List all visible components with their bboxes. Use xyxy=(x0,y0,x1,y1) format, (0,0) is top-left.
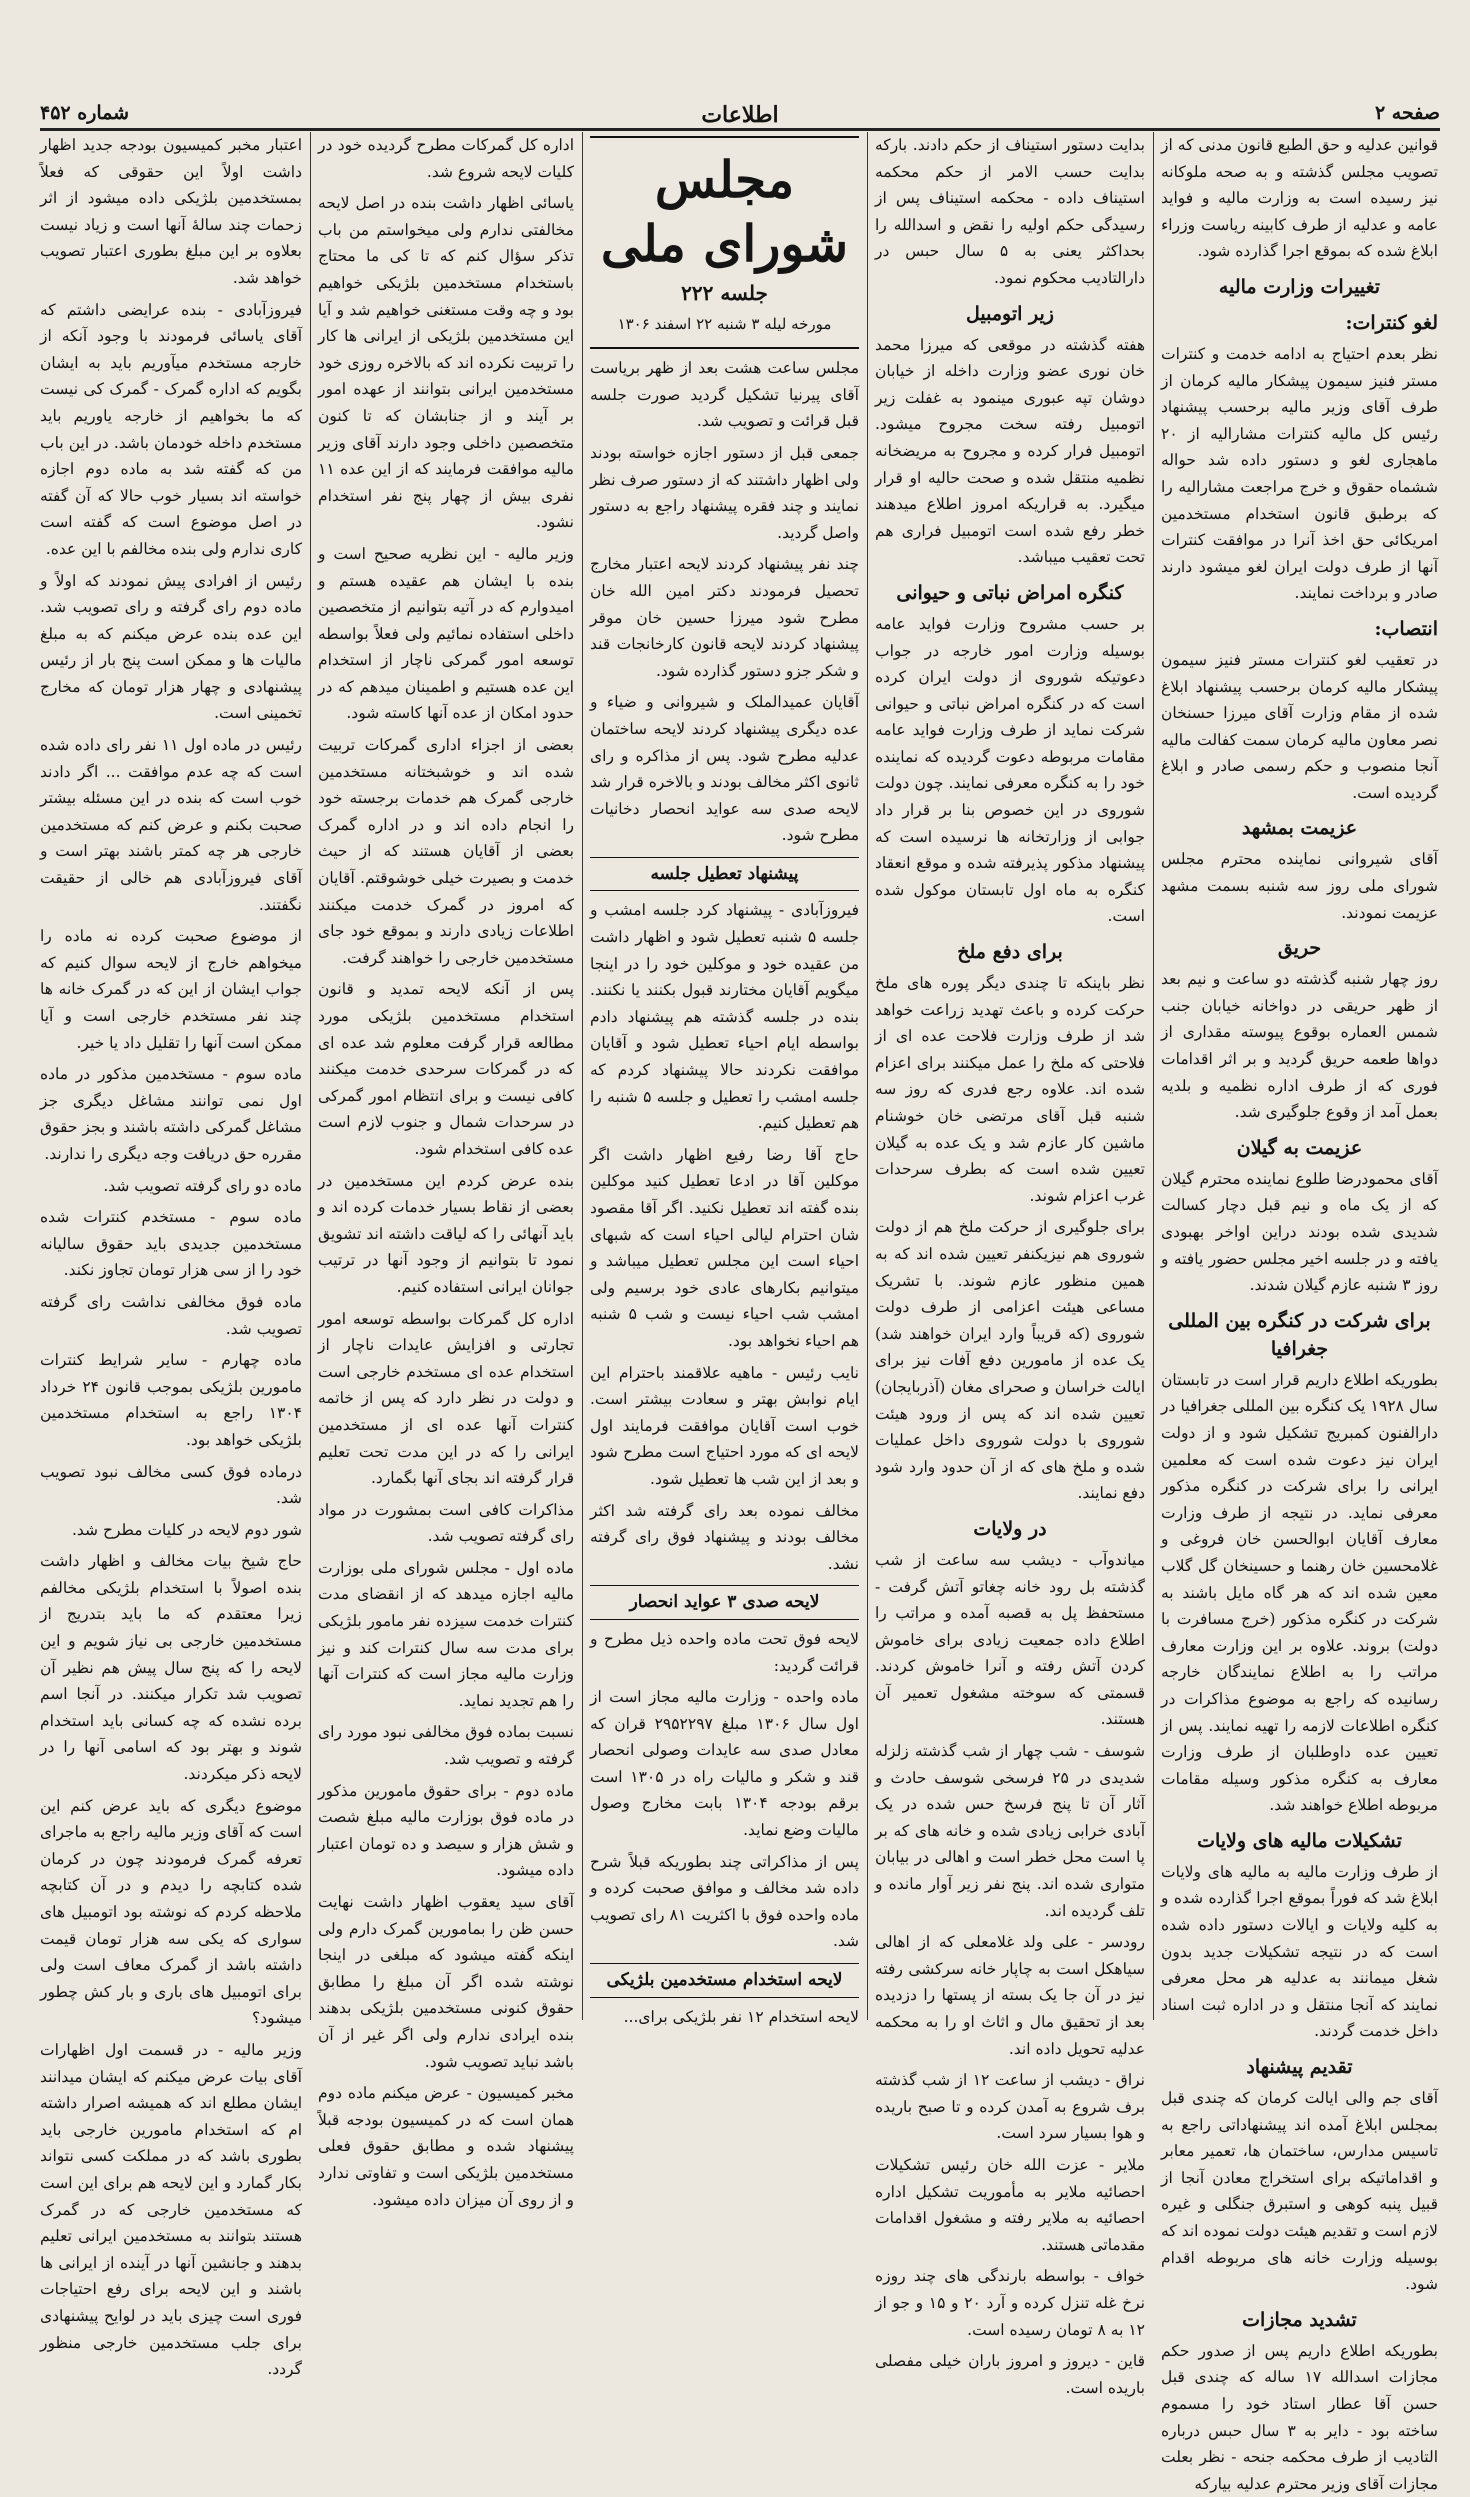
article-text: ماده سوم - مستخدم کنترات شده مستخدمین جدیدی باید حقوق سالیانه خود را از سی هزار تومان تجاوز نکند. xyxy=(40,1208,302,1280)
article-text: ماده واحده - وزارت مالیه مجاز است از اول سال ۱۳۰۶ مبلغ ۲۹۵۲۲۹۷ قران که معادل صدی سه عایدات وصولی انحصار قند و شکر و مالیات راه در ۱۳۰۵ است برقم بودجه ۱۳۰۴ بابت مخارج وصول مالیات وضع نماید. xyxy=(590,1688,859,1840)
newspaper-name: اطلاعات xyxy=(701,102,779,128)
article-text: نسبت بماده فوق مخالفی نبود مورد رای گرفته و تصویب شد. xyxy=(318,1723,574,1769)
article-text: چند نفر پیشنهاد کردند لایحه اعتبار مخارج تحصیل فرمودند دکتر امین الله خان مطرح شود میرزا حسین خان موقر پیشنهاد کردند لایحه قانون کارخانجات قند و شکر جزو دستور گذارده شود. xyxy=(590,555,859,680)
section-subheading: انتصاب: xyxy=(1374,617,1438,640)
article-text: در تعقیب لغو کنترات مستر فنیز سیمون پیشکار مالیه کرمان برحسب پیشنهاد ابلاغ شده از مقام وزارت آقای میرزا حسنخان نصر معاون مالیه کرمان سمت کفالت مالیه آنجا منصوب و حکم رسمی صادر و ابلاغ گردیده است. xyxy=(1161,650,1438,802)
session-date: مورخه لیله ۳ شنبه ۲۲ اسفند ۱۳۰۶ xyxy=(617,314,832,333)
article-text: آقای جم والی ایالت کرمان که چندی قبل بمجلس ابلاغ آمده اند پیشنهاداتی راجع به تاسیس مدارس، ساختمان ها، تعمیر معابر و اقداماتیکه برای استخراج معادن آنجا از قبیل پنبه کوهی و استبرق جنگلی و غیره لازم است و تقدیم هیئت دولت نموده اند که بوسیله وزارت خانه های مربوطه اقدام شود. xyxy=(1161,2089,1438,2294)
article-text: وزیر مالیه - این نظریه صحیح است و بنده با ایشان هم عقیده هستم و امیدوارم که در آتیه بتوانیم از متخصصین داخلی استفاده نمائیم ولی فعلاً بواسطه توسعه امور گمرکی ناچار از استخدام این عده هستیم و اطمینان میدهم که در حدود امکان از عده آنها کاسته شود. xyxy=(318,544,574,723)
column-5 xyxy=(40,132,303,2379)
section-subheading: لغو کنترات: xyxy=(1345,311,1438,334)
article-text: بدایت دستور استیناف از حکم دادند. بارکه بدایت حسب الامر از حکم محکمه استیناف داده - محکمه استیناف پس از رسیدگی حکم اولیه را نقض و اسدالله را بحداکثر یعنی به ۵ سال حبس در دارالتادیب محکوم نمود. xyxy=(875,136,1145,287)
article-heading: تشدید مجازات xyxy=(1242,2308,1357,2331)
article-heading: برای دفع ملخ xyxy=(957,941,1063,964)
article-text: بطوریکه اطلاع داریم پس از صدور حکم مجازات اسدالله ۱۷ ساله که چندی قبل حسن آقا عطار استاد خود را مسموم ساخته بود - دایر به ۳ سال حبس درباره التادیب از طرف محکمه جنحه - نظر بعلت مجازات آقای وزیر محترم عدلیه بیارکه xyxy=(1161,2341,1438,2493)
article-text: مجلس ساعت هشت بعد از ظهر بریاست آقای پیرنیا تشکیل گردید صورت جلسه قبل قرائت و تصویب شد. xyxy=(590,359,859,431)
article-text: برای جلوگیری از حرکت ملخ هم از دولت شوروی هم نیزیکنفر تعیین شده اند که به همین منظور عازم شوند. با تشریک مساعی هیئت اعزامی از طرف دولت شوروی (که قریباً وارد ایران خواهند شد) یک عده از مامورین دفع آفات نیز برای ایالت خراسان و صحرای مغان (آذربایجان) تعیین شده اند که پس از ورود هیئت شوروی با دولت شوروی داخل عملیات شده و ملخ های که از آن حدود وارد شود دفع نمایند. xyxy=(875,1218,1145,1503)
article-text: آقای محمودرضا طلوع نماینده محترم گیلان که از یک ماه و نیم قبل دچار کسالت شدیدی شده بودند دراین اواخر بهبودی یافته و در جلسه اخیر مجلس حضور یافته و روز ۳ شنبه عازم گیلان شدند. xyxy=(1161,1169,1438,1295)
section-heading: تغییرات وزارت مالیه xyxy=(1218,275,1381,298)
article-text: یاسائی اظهار داشت بنده در اصل لایحه مخالفتی ندارم ولی میخواستم من باب تذکر سؤال کنم که تا کی ما محتاج باستخدام مستخدمین بلژیکی خواهیم بود و چه وقت مستغنی خواهیم شد و آیا این مستخدمین بلژیکی از ایرانی ها کار را تربیت نکرده اند که بالاخره روزی خود مستخدمین ایرانی بتوانند از عهده امور بر آیند و از جنابشان که تا کنون متخصصین داخلی وجود دارند آقای وزیر مالیه موافقت فرمایند که از این عده ۱۱ نفری بیش از چهار پنج نفر استخدام نشود. xyxy=(318,194,574,532)
article-heading: برای شرکت در کنگره بین المللی جغرافیا xyxy=(1168,1309,1431,1360)
article-text: وزیر مالیه - در قسمت اول اظهارات آقای بیات عرض میکنم که ایشان میدانند ایشان مطلع اند که همیشه اصرار داشته ام که استخدام مامورین خارجی باید بطوری باشد که در مملکت کسی نتواند بکار گمارد و این لایحه هم برای این است که مستخدمین خارجی که در گمرک هستند بتوانند به مستخدمین ایرانی تعلیم بدهند و جانشین آنها در آینده از ایرانی ها باشند و این لایحه برای رفع احتیاجات فوری است چیزی باید در لوایح پیشنهادی برای جلب مستخدمین خارجی منظور گردد. xyxy=(40,2040,302,2379)
page-header xyxy=(40,92,1440,132)
article-text: بطوریکه اطلاع داریم قرار است در تابستان سال ۱۹۲۸ یک کنگره بین المللی جغرافیا در دارالفنون کمبریج تشکیل شود و از دولت ایران نیز دعوت شده است که معلمین ایرانی را برای شرکت در کنگره مذکور معرفی نماید. در نتیجه از طرف وزارت معارف آقایان ابوالحسن خان فروغی و غلامحسین خان رهنما و حسینخان گل گلاب معین شده اند که هر گاه مایل باشند به شرکت در کنگره مذکور (خرج مسافرت با دولت) بروند. علاوه بر این وزارت معارف مراتب را به اطلاع نمایندگان خارجه رسانیده که راجع به موضوع مذاکرات در کنگره اطلاعات لازمه را تهیه نمایند. پس از تعیین عده داوطلبان از طرف وزارت معارف به کنگره مذکور وسیله مقامات مربوطه اطلاع خواهند شد. xyxy=(1161,1370,1438,1815)
article-text: پس از آنکه لایحه تمدید و قانون استخدام مستخدمین بلژیکی مورد مطالعه قرار گرفت معلوم شد عده ای که در گمرکات سرحدی خدمت میکنند کافی نیست و برای انتظام امور گمرکی در سرحدات شمال و جنوب لازم است عده کافی استخدام شود. xyxy=(318,980,574,1158)
header-rule xyxy=(40,128,1440,131)
article-text: رودسر - علی ولد غلامعلی که از اهالی سیاهکل است به چاپار خانه سرکشی رفته نیز در آن جا یک بسته از پستها را دزدیده بعد از تحقیق مال و اثاث او را به محکمه عدلیه تحویل داده اند. xyxy=(875,1933,1145,2058)
article-text: رئیس در ماده اول ۱۱ نفر رای داده شده است که چه عدم موافقت ... اگر دادند خوب است که بنده در این مسئله بیشتر صحبت بکنم و عرض کنم که مستخدمین خارجی هر چه کمتر باشند بهتر است و آقای فیروزآبادی هم خالی از حقیقت نگفتند. xyxy=(40,736,302,914)
article-text: مخبر کمیسیون - عرض میکنم ماده دوم همان است که در کمیسیون بودجه قبلاً پیشنهاد شده و مطابق حقوق فعلی مستخدمین بلژیکی است و تفاوتی ندارد و از روی آن میزان داده میشود. xyxy=(318,2084,574,2209)
parliament-masthead xyxy=(590,136,859,349)
masthead-title: مجلس شورای ملی xyxy=(600,150,849,273)
article-text: نظر باینکه تا چندی دیگر پوره های ملخ حرکت کرده و باعث تهدید زراعت خواهد شد از طرف وزارت فلاحت عده ای از فلاحتی که ملخ را عمل میکنند برای اعزام شده اند. علاوه رجع فدری که روز سه شنبه قبل آقای مرتضی خان خوشنام ماشین کار عازم شد و یک عده به گیلان تعیین شده است که بطرف سرحدات غرب اعزام شوند. xyxy=(875,974,1145,1205)
article-text: لایحه فوق تحت ماده واحده ذیل مطرح و قرائت گردید: xyxy=(590,1629,859,1675)
article-text: نایب رئیس - ماهیه علاقمند باحترام این ایام نوابش بهتر و سعادت بیشتر است. خوب است آقایان موافقت فرمایند اول لایحه ای که مورد احتیاج است مطرح شود و بعد از این شب ها تعطیل شود. xyxy=(590,1363,859,1488)
article-text: از طرف وزارت مالیه به مالیه های ولایات ابلاغ شد که فوراً بموقع اجرا گذارده شده و به کلیه ولایات و ایالات دستور داده شده است که در نتیجه تشکیلات جدید بدون شغل میمانند به عدلیه هر محل معرفی نمایند که آنجا منتقل و در اداره ثبت اسناد داخل خدمت گردند. xyxy=(1161,1862,1438,2041)
article-text: اعتبار مخبر کمیسیون بودجه جدید اظهار داشت اولاً این حقوقی که فعلاً بمستخدمین بلژیکی داده میشود از اثر زحمات چند سالهٔ آنها است و زیاد نیست بعلاوه بر این مبلغ بطوری اعتبار تصویب خواهد شد. xyxy=(40,136,302,287)
issue-number: شماره ۴۵۲ xyxy=(40,102,130,124)
article-text: موضوع دیگری که باید عرض کنم این است که آقای وزیر مالیه راجع به ماجرای تعرفه گمرک فرمودند چون در کرمان شده کتابچه را دیدم و در آن کتابچه ملاحظه کردم که نوشته بود اتومبیل های سواری که یکی سه هزار تومان قیمت داشته باشد از گمرک معاف است ولی برای اتومبیل های باری و بار کش چطور میشود؟ xyxy=(40,1796,302,2028)
article-text: بعضی از اجزاء اداری گمرکات تربیت شده اند و خوشبختانه مستخدمین خارجی گمرک هم خدمات برجسته خود را انجام داده اند و در اداره گمرک بعضی از آقایان هستند که از حیث خدمت و بصیرت خیلی خوشوقتم. آقایان که امروز در گمرک خدمت میکنند اطلاعات زیادی دارند و بموقع خود جای مستخدمین خارجی را خواهند گرفت. xyxy=(318,736,574,967)
article-text: فیروزآبادی - پیشنهاد کرد جلسه امشب و جلسه ۵ شنبه تعطیل شود و اظهار داشت من عقیده خود و موکلین خود را در اینجا میگویم آقایان مختارند قبول بکنند یا نکنند. بنده در جلسه گذشته هم پیشنهاد دادم بواسطه ایام احیاء تعطیل شود و آقایان موافقت نکردند حالا پیشنهاد کردم که جلسه امشب را تعطیل و جلسه ۵ شنبه را هم تعطیل کنیم. xyxy=(590,901,859,1133)
article-text: نظر بعدم احتیاج به ادامه خدمت و کنترات مستر فنیز سیمون پیشکار مالیه کرمان از طرف آقای وزیر مالیه برحسب پیشنهاد رئیس کل مالیه کنترات مشارالیه از ۲۰ ماهجاری لغو و دستور داده شد حواله ششماه حقوق و خرج مراجعت مشارالیه را که برطبق قانون استخدام مستخدمین امریکائی حق اخذ آنرا در موافقت کنترات آنها از طرف دولت ایران لغو میشود دارند صادر و برداخت نمایند. xyxy=(1161,344,1438,603)
column-divider xyxy=(1153,132,1154,2020)
article-text: ماده چهارم - سایر شرایط کنترات مامورین بلژیکی بموجب قانون ۲۴ خرداد ۱۳۰۴ راجع به استخدام مستخدمین بلژیکی خواهد بود. xyxy=(40,1351,303,1449)
column-divider xyxy=(582,132,583,2020)
article-text: هفته گذشته در موقعی که میرزا محمد خان نوری عضو وزارت داخله از خیابان دوشان تپه عبوری مینمود به غفلت زیر اتومبیل رفته سخت مجروح میشود. اتومبیل فرار کرده و مجروح به مریضخانه نظمیه منتقل شده و صحت حالیه او قرار میگیرد. به قراریکه امروز اطلاع میدهند خطر رفع شده است اتومبیل فراری هم تحت تعقیب میباشد. xyxy=(875,335,1145,567)
column-divider xyxy=(867,132,868,2020)
article-heading: تقدیم پیشنهاد xyxy=(1246,2056,1353,2079)
article-text: حاج آقا رضا رفیع اظهار داشت اگر موکلین آقا در ادعا تعطیل کنید موکلین بنده گفته اند تعطیل نکنید. اگر آقا مقصود شان احترام لیالی احیاء است که شبهای احیاء است این مجلس تعطیل میباشد و میتوانیم بکارهای عادی خود برسیم ولی امشب شب احیاء نیست و شب ۵ شنبه هم احیاء نخواهد بود. xyxy=(590,1145,859,1350)
article-text: مخالف نموده بعد رای گرفته شد اکثر مخالف بودند و پیشنهاد فوق رای گرفته نشد. xyxy=(590,1501,859,1573)
article-text: بر حسب مشروح وزارت فواید عامه بوسیله وزارت امور خارجه در جواب دعوتیکه شوروی از دولت ایران کرده است که در کنگره امراض نباتی و حیوانی شرکت نماید از طرف وزارت فواید عامه مقامات مربوطه دعوت گردیده که نماینده خود را به کنگره معرفی نمایند. چون دولت شوروی در این خصوص بنا بر قرار داد جوابی از وزارتخانه ها نرسیده است که پیشنهاد مذکور پذیرفته شده و موقع انعقاد کنگره به ماه اول تابستان موکول شده است. xyxy=(875,614,1145,926)
column-4 xyxy=(318,132,574,2209)
column-2 xyxy=(875,132,1145,2397)
article-text: رئیس از افرادی پیش نمودند که اولاً و ماده دوم رای گرفته و رای تصویب شد. این عده بنده عرض میکنم که به مبلغ مالیات ها و ممکن است پنج بار از رئیس پیشنهادی و چهار هزار تومان که مخارج تخمینی است. xyxy=(40,571,302,723)
article-text: شور دوم لایحه در کلیات مطرح شد. xyxy=(71,1520,302,1539)
column-1 xyxy=(1161,132,1438,2493)
article-text: از موضوع صحبت کرده نه ماده را میخواهم خارج از لایحه سوال کنیم که جواب ایشان از این که در گمرک خانه ها چند نفر مستخدم خارجی است و آیا ممکن است آنها را تقلیل داد یا خیر. xyxy=(40,927,302,1052)
article-text: خواف - بواسطه بارندگی های چند روزه نرخ غله تنزل کرده و آرد ۲۰ و ۱۵ و جو از ۱۲ به ۸ تومان رسیده است. xyxy=(875,2267,1145,2339)
boxed-heading: لایحه صدی ۳ عواید انحصار xyxy=(590,1585,859,1620)
article-text: آقای شیروانی نماینده محترم مجلس شورای ملی روز سه شنبه بسمت مشهد عزیمت نمودند. xyxy=(1161,850,1438,922)
article-text: فیروزآبادی - بنده عرایضی داشتم که آقای یاسائی فرمودند با وجود آنکه از خارجه مستخدم میآوریم باید به ایشان بگویم که اداره گمرک - گمرک کی نیست که ما بخواهیم از خارجه یاوریم باید مستخدم داخله خودمان باشد. در این باب من که گفته شد به ماده دوم اجازه خواسته اند بسیار خوب حالا که آن گفته در اصل موضوع است که گفته است کاری ندارم ولی بنده مخالفم با این عده. xyxy=(40,300,302,558)
article-heading: عزیمت بمشهد xyxy=(1241,817,1358,840)
article-heading: تشکیلات مالیه های ولایات xyxy=(1197,1829,1402,1852)
boxed-heading: پیشنهاد تعطیل جلسه xyxy=(590,857,859,892)
article-text: روز چهار شنبه گذشته دو ساعت و نیم بعد از ظهر حریقی در دواخانه خیابان جنب شمس العماره بوقوع پیوسته مقداری از دواها طعمه حریق گردید و بر اثر اقدامات فوری که از طرف اداره نظمیه و بلدیه بعمل آمد از وقوع جلوگیری شد. xyxy=(1161,970,1438,1122)
article-text: درماده فوق کسی مخالف نبود تصویب شد. xyxy=(40,1462,302,1508)
column-3 xyxy=(590,132,859,2026)
article-text: ماده اول - مجلس شورای ملی بوزارت مالیه اجازه میدهد که از انقضای مدت کنترات خدمت سیزده نفر مامور بلژیکی برای مدت سه سال کنترات کند و نیز وزارت مالیه مجاز است که کنترات آنها را هم تجدید نماید. xyxy=(318,1558,574,1710)
article-text: قاین - دیروز و امروز باران خیلی مفصلی باریده است. xyxy=(875,2352,1145,2397)
article-text: میاندوآب - دیشب سه ساعت از شب گذشته بل رود خانه چغاتو آتش گرفت - مستحفظ پل به قصبه آمده و مراتب را اطلاع داده جمعیت زیادی برای خاموش کردن آتش رفته و آنرا خاموش کردند. قسمتی که سوخته مشغول تعمیر آن هستند. xyxy=(875,1550,1145,1729)
article-heading: کنگره امراض نباتی و حیوانی xyxy=(896,581,1124,604)
article-text: لایحه استخدام ۱۲ نفر بلژیکی برای... xyxy=(623,2007,859,2026)
article-text: ماده دوم - برای حقوق مامورین مذکور در ماده فوق بوزارت مالیه مبلغ شصت و شش هزار و سیصد و ده تومان اعتبار داده میشود. xyxy=(318,1781,574,1880)
article-text: ملایر - عزت الله خان رئیس تشکیلات احصائیه ملایر به مأموریت تشکیل اداره احصائیه به ملایر رفته و مشغول اقدامات مقدماتی هستند. xyxy=(875,2155,1145,2254)
article-text: بنده عرض کردم این مستخدمین در بعضی از نقاط بسیار خدمات کرده اند و باید آنهائی را که لیاقت داشته اند تشویق نمود تا بتوانیم از وجود آنها در ترتیب جوانان ایرانی استفاده کنیم. xyxy=(318,1171,574,1296)
article-text: پس از مذاکراتی چند بطوریکه قبلاً شرح داده شد مخالف و موافق صحبت کرده و ماده واحده فوق با اکثریت ۸۱ رای تصویب شد. xyxy=(590,1852,859,1951)
article-text: اداره کل گمرکات مطرح گردیده خود در کلیات لایحه شروع شد. xyxy=(318,136,574,181)
article-text: مذاکرات کافی است بمشورت در مواد رای گرفته تصویب شد. xyxy=(318,1500,574,1546)
article-heading: در ولایات xyxy=(973,1517,1047,1540)
article-text: نراق - دیشب از ساعت ۱۲ از شب گذشته برف شروع به آمدن کرده و تا صبح باریده و هوا بسیار سرد است. xyxy=(875,2071,1145,2143)
article-text: آقای سید یعقوب اظهار داشت نهایت حسن ظن را بمامورین گمرک دارم ولی اینکه گفته میشود که مبلغی در اینجا نوشته شده اگر آن مبلغ را مطابق حقوق کنونی مستخدمین بلژیکی بدهند بنده ایرادی ندارم ولی اگر غیر از آن باشد نباید تصویب شود. xyxy=(318,1893,574,2071)
article-text: قوانین عدلیه و حق الطبع قانون مدنی که از تصویب مجلس گذشته و به صحه ملوکانه نیز رسیده است به وزارت مالیه و فواید عامه و عدلیه از طرف کابینه ریاست وزراء ابلاغ شده که بموقع اجرا گذارده شود. xyxy=(1161,136,1438,261)
article-text: جمعی قبل از دستور اجازه خواسته بودند ولی اظهار داشتند که از دستور صرف نظر نمایند و چند فقره پیشنهاد راجع به دستور واصل گردید. xyxy=(590,443,859,542)
session-number: جلسه ۲۲۲ xyxy=(681,281,768,305)
article-text: ماده سوم - مستخدمین مذکور در ماده اول نمی توانند مشاغل دیگری جز مشاغل گمرکی داشته باشند و بجز حقوق مقرره حق دریافت وجه دیگری را ندارند. xyxy=(40,1065,302,1163)
article-text: ماده فوق مخالفی نداشت رای گرفته تصویب شد. xyxy=(40,1292,302,1338)
article-text: ماده دو رای گرفته تصویب شد. xyxy=(103,1176,302,1195)
article-text: آقایان عمیدالملک و شیروانی و ضیاء و عده دیگری پیشنهاد کردند لایحه ساختمان عدلیه مطرح شود. پس از مذاکره و رای ثانوی اکثر مخالف بودند و بالاخره قرار شد لایحه صدی سه عواید انحصار دخانیات مطرح شود. xyxy=(590,693,859,845)
article-text: شوسف - شب چهار از شب گذشته زلزله شدیدی در ۲۵ فرسخی شوسف حادث و آثار آن تا پنج فرسخ حس شده در یک آبادی خرابی زیادی شده و خانه های که بر پا است محل خطر است و اهالی در بیابان متواری شده اند. پنج نفر زیر آوار مانده و تلف گردیده اند. xyxy=(875,1742,1145,1920)
page-number: صفحه ۲ xyxy=(1374,102,1440,124)
article-text: اداره کل گمرکات بواسطه توسعه امور تجارتی و افزایش عایدات ناچار از استخدام عده ای مستخدم خارجی است و دولت در نظر دارد که پس از خاتمه کنترات آنها عده ای از مستخدمین ایرانی را که در این مدت تحت تعلیم قرار گرفته اند بجای آنها بگمارد. xyxy=(318,1309,574,1488)
column-divider xyxy=(310,132,311,2020)
boxed-heading: لایحه استخدام مستخدمین بلژیکی xyxy=(590,1963,859,1998)
article-heading: زیر اتومبیل xyxy=(966,302,1054,325)
article-text: حاج شیخ بیات مخالف و اظهار داشت بنده اصولاً با استخدام بلژیکی مخالفم زیرا معتقدم که ما باید بتدریج از مستخدمین خارجی بی نیاز شویم و این لایحه را که پنج سال پیش هم نظیر آن تصویب شد تکرار میکنند. در آنجا اسم برده نشده که چه کسانی باید استخدام شوند و بهتر بود که اسامی آنها را در لایحه ذکر میکردند. xyxy=(40,1552,302,1784)
article-heading: حریق xyxy=(1277,937,1322,960)
article-heading: عزیمت به گیلان xyxy=(1236,1136,1363,1159)
